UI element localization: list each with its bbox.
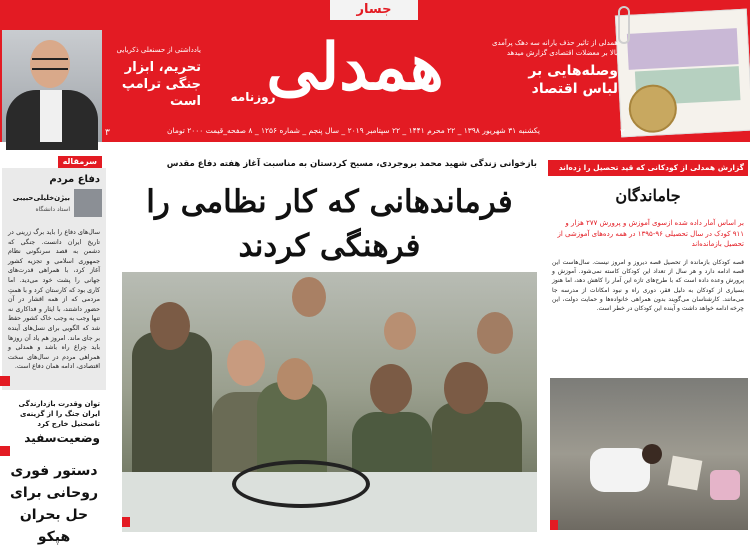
money-photo [615,9,750,138]
main-headline[interactable]: فرماندهانی که کار نظامی را فرهنگی کردند [146,184,513,264]
right-teaser-kicker: همدلی از تاثیر حذف یارانه سه دهک پرآمدی بالا بر معضلات اقتصادی گزارش میدهد [492,39,618,57]
teaser-whitecondition[interactable] [2,393,106,451]
right-teaser-headline[interactable]: وصله‌هایی بر لباس اقتصاد [528,63,618,97]
editorial-author-title: استاد دانشگاه [35,206,70,213]
logo-subtitle: روزنامه [230,90,276,104]
page-number-badge: ۳ [105,128,110,138]
teaser2-kicker: توان وقدرت بازدارندگی ایران جنگ را از گزینه‌ی تاصحنیل خارج کرد [18,400,100,428]
editorial-box[interactable] [2,156,106,390]
editorial-title[interactable]: دفاع مردم [49,174,100,185]
right-teaser[interactable] [490,38,618,98]
teaser2-headline[interactable]: وضعیت‌سفید [24,431,100,445]
author-portrait [2,30,102,142]
page-marker [0,376,10,386]
page-number-badge: ۲ [620,128,625,138]
editorial-author: بیژن‌خلیلی‌حبیبی [12,194,70,202]
report-title[interactable]: جاماندگان [615,186,681,205]
teaser3-headline[interactable]: دستور فوری روحانی برای حل بحران هپکو [10,463,98,545]
steering-wheel-shape [232,460,370,508]
top-tab: جسار [330,0,418,20]
report-body: قصه کودکان بازمانده از تحصیل قصه دیروز و امروز نیست. سال‌هاست این قصه ادامه دارد و هر سال از تعداد این کودکان کاسته نمی‌شود. آموزش و پرورش وعده داده است که با طرح‌های تازه این آمار را کاهش دهد، اما هنوز بسیاری از کودکان به دلیل فقر، دوری راه و نبود امکانات از مدرسه جا می‌مانند. کارشناسان می‌گویند بدون همراهی خانواده‌ها و حمایت دولت، این چرخه ادامه خواهد داشت و آینده این کودکان در خطر است. [552,259,744,313]
dateline: یکشنبه ۳۱ شهریور ۱۳۹۸ _ ۲۲ محرم ۱۴۴۱ _ ۲۲ سپتامبر ۲۰۱۹ _ سال پنجم _ شماره ۱۲۵۶ _ ۸ صفحه_قیمت ۲۰۰۰ تومان [167,126,540,135]
left-teaser-headline[interactable]: تحریم، ابزار جنگی ترامپ است [121,60,201,109]
child-photo[interactable] [550,378,748,530]
teaser-hepco[interactable] [2,460,106,545]
editorial-label: سرمقاله [58,156,102,168]
left-teaser[interactable] [106,45,201,110]
report-header: گزارش همدلی از کودکانی که قید تحصیل را زده‌اند [548,160,748,176]
report-lead: بر اساس آمار داده شده ازسوی آموزش و پرورش ۲۷۷ هزار و ۹۱۱ کودک در سال تحصیلی ۹۶-۱۳۹۵ در همه رده‌های آموزشی از تحصیل بازمانده‌اند [557,219,744,248]
editorial-body: سال‌های دفاع را باید برگ زرینی در تاریخ ایران دانست. جنگی که دشمن به قصد سرنگونی نظام جمهوری اسلامی و تجزیه کشور آغاز کرد، با همراهی قدرت‌های جهانی را پشت خود می‌دید. اما کاری بود که کارستان کرد و با همتِ مردمی که از همه اقشار در آن حضور داشتند، با ایثار و فداکاری نه تنها وجب به وجب خاک کشور حفظ شد که الگویی برای نسل‌های آینده بر جای ماند. امروز هم یاد آن روزها باید چراغ راه باشد و همدلی و همراهی مردم در سال‌های سخت اقتصادی، ادامه همان دفاع است. [8,229,100,371]
page-marker [0,446,10,456]
left-teaser-kicker: یادداشتی از حسنعلی ذکریایی [116,46,201,54]
author-avatar [74,189,102,217]
page-marker [550,520,558,530]
newspaper-logo[interactable]: همدلی [266,30,444,105]
main-story-kicker: بازخوانی زندگی شهید محمد بروجردی، مسیح کردستان به مناسبت آغاز هفته دفاع مقدس [166,159,537,169]
paperclip-icon [618,6,630,44]
main-story-photo[interactable] [122,272,537,530]
page-marker [122,517,130,527]
